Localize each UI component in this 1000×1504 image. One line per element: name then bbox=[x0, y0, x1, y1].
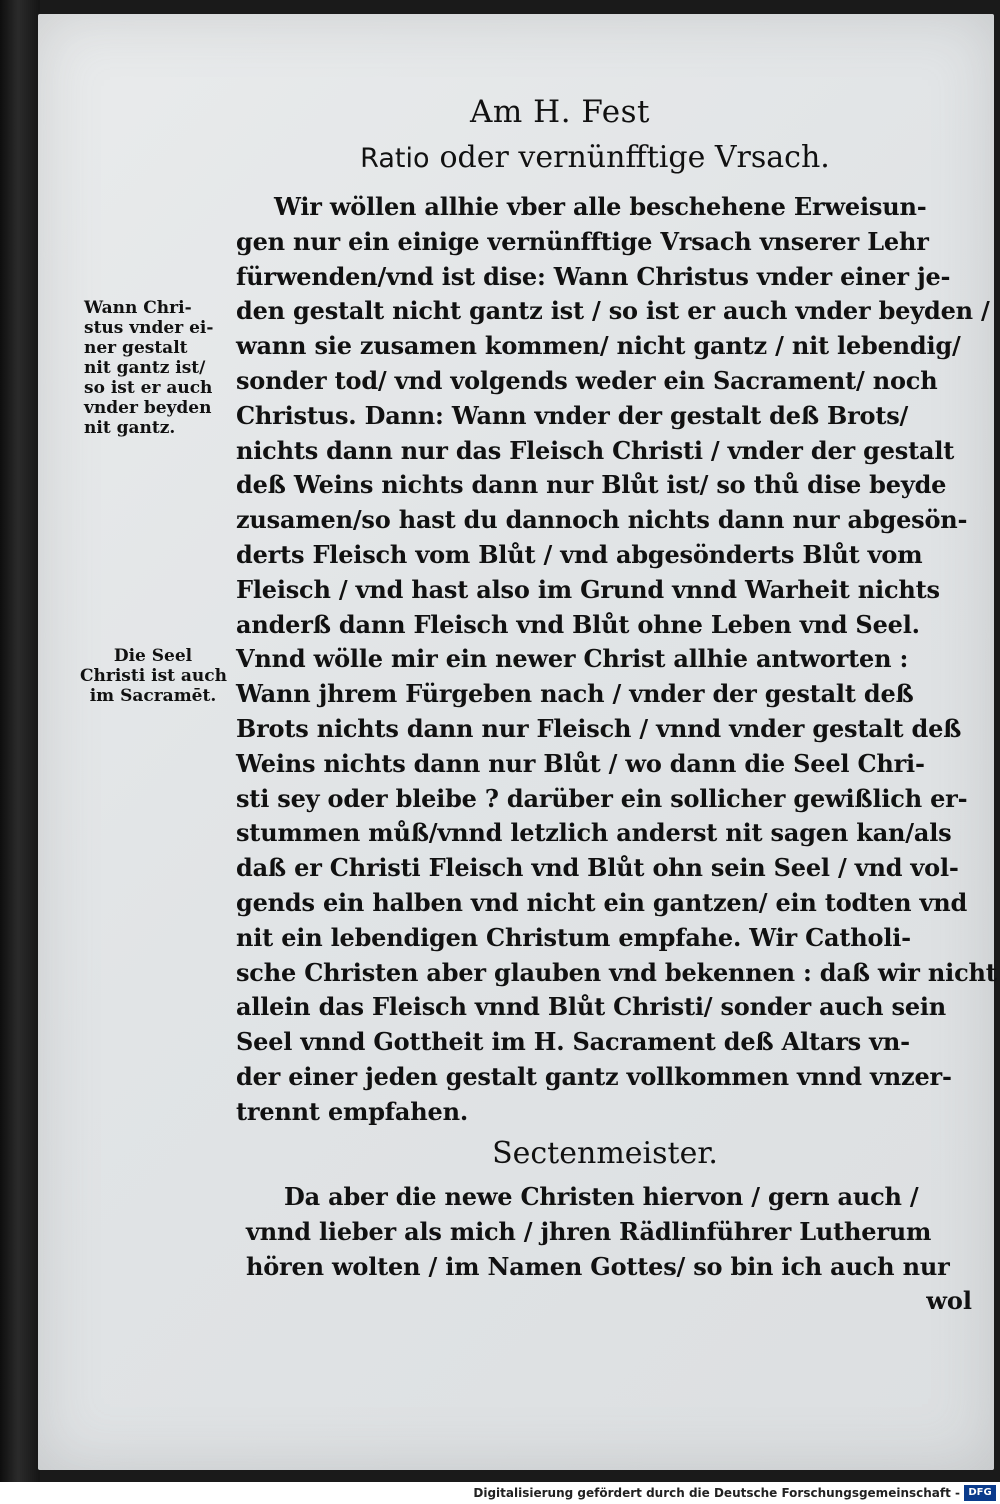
margin-note-line: Wann Chri- bbox=[84, 298, 192, 318]
text-line: Seel vnnd Gottheit im H. Sacrament deß Altars vn- bbox=[236, 1027, 910, 1057]
subtitle-rest: oder vernünfftige Vrsach. bbox=[439, 140, 830, 175]
margin-note-line: nit gantz. bbox=[84, 418, 176, 438]
text-line: fürwenden/vnd ist dise: Wann Christus vnder einer je- bbox=[236, 261, 951, 291]
text-line: anderß dann Fleisch vnd Blůt ohne Leben vnd Seel. bbox=[236, 609, 920, 639]
text-line: daß er Christi Fleisch vnd Blůt ohn sein Seel / vnd vol- bbox=[236, 853, 959, 883]
text-line: nichts dann nur das Fleisch Christi / vnder der gestalt bbox=[236, 435, 955, 465]
text-line: Weins nichts dann nur Blůt / wo dann die Seel Chri- bbox=[236, 748, 925, 778]
text-line: vnnd lieber als mich / jhren Rädlinführer Lutherum bbox=[246, 1216, 932, 1246]
text-line: Vnnd wölle mir ein newer Christ allhie antworten : bbox=[236, 644, 909, 674]
section-text bbox=[246, 1180, 976, 1284]
text-line: Brots nichts dann nur Fleisch / vnnd vnder gestalt deß bbox=[236, 713, 962, 743]
text-line: gen nur ein einige vernünfftige Vrsach vnserer Lehr bbox=[236, 226, 929, 256]
text-line: den gestalt nicht gantz ist / so ist er auch vnder beyden / bbox=[236, 296, 990, 326]
text-line: Wann jhrem Fürgeben nach / vnder der gestalt deß bbox=[236, 679, 914, 709]
text-line: hören wolten / im Namen Gottes/ so bin ich auch nur bbox=[246, 1251, 950, 1281]
text-line: derts Fleisch vom Blůt / vnd abgesönderts Blůt vom bbox=[236, 539, 923, 569]
margin-note-1 bbox=[84, 298, 230, 438]
footer-credit: Digitalisierung gefördert durch die Deutsche Forschungsgemeinschaft - bbox=[473, 1486, 960, 1500]
text-line: sche Christen aber glauben vnd bekennen : daß wir nicht bbox=[236, 957, 997, 987]
text-line: sti sey oder bleibe ? darüber ein sollicher gewißlich er- bbox=[236, 783, 968, 813]
scan-left-edge bbox=[0, 0, 40, 1482]
margin-note-line: Die Seel bbox=[113, 646, 193, 666]
text-line: Wir wöllen allhie vber alle beschehene Erweisun- bbox=[274, 192, 927, 221]
subtitle-ratio: Ratio bbox=[360, 143, 430, 174]
margin-note-line: so ist er auch bbox=[84, 378, 213, 398]
margin-note-2 bbox=[80, 646, 226, 706]
text-line: der einer jeden gestalt gantz vollkommen vnnd vnzer- bbox=[236, 1061, 952, 1091]
footer-bar bbox=[0, 1482, 1000, 1504]
text-line: trennt empfahen. bbox=[236, 1096, 468, 1126]
text-line: allein das Fleisch vnnd Blůt Christi/ sonder auch sein bbox=[236, 992, 947, 1022]
text-line: sonder tod/ vnd volgends weder ein Sacrament/ noch bbox=[236, 365, 938, 395]
text-line: zusamen/so hast du dannoch nichts dann nur abgesön- bbox=[236, 505, 968, 535]
section-heading: Sectenmeister. bbox=[492, 1136, 718, 1171]
text-line: wann sie zusamen kommen/ nicht gantz / nit lebendig/ bbox=[236, 331, 961, 361]
catchword: wol bbox=[926, 1286, 972, 1315]
text-line: gends ein halben vnd nicht ein gantzen/ ein todten vnd bbox=[236, 887, 968, 917]
text-line: Fleisch / vnd hast also im Grund vnnd Warheit nichts bbox=[236, 574, 940, 604]
margin-note-line: vnder beyden bbox=[84, 398, 212, 418]
margin-note-line: ner gestalt bbox=[84, 338, 188, 358]
text-line: nit ein lebendigen Christum empfahe. Wir Catholi- bbox=[236, 922, 911, 952]
page-subtitle bbox=[0, 140, 1000, 175]
text-line: deß Weins nichts dann nur Blůt ist/ so thů dise beyde bbox=[236, 470, 947, 500]
margin-note-line: im Sacramēt. bbox=[89, 686, 217, 706]
body-text bbox=[236, 190, 997, 1130]
margin-note-line: stus vnder ei- bbox=[84, 318, 214, 338]
text-line: stummen můß/vnnd letzlich anderst nit sagen kan/als bbox=[236, 818, 952, 848]
margin-note-line: nit gantz ist/ bbox=[84, 358, 206, 378]
dfg-logo-icon[interactable]: DFG bbox=[964, 1485, 996, 1501]
margin-note-line: Christi ist auch bbox=[80, 666, 227, 686]
text-line: Da aber die newe Christen hiervon / gern auch / bbox=[284, 1182, 919, 1211]
text-line: Christus. Dann: Wann vnder der gestalt deß Brots/ bbox=[236, 400, 909, 430]
running-head: Am H. Fest bbox=[470, 94, 650, 130]
